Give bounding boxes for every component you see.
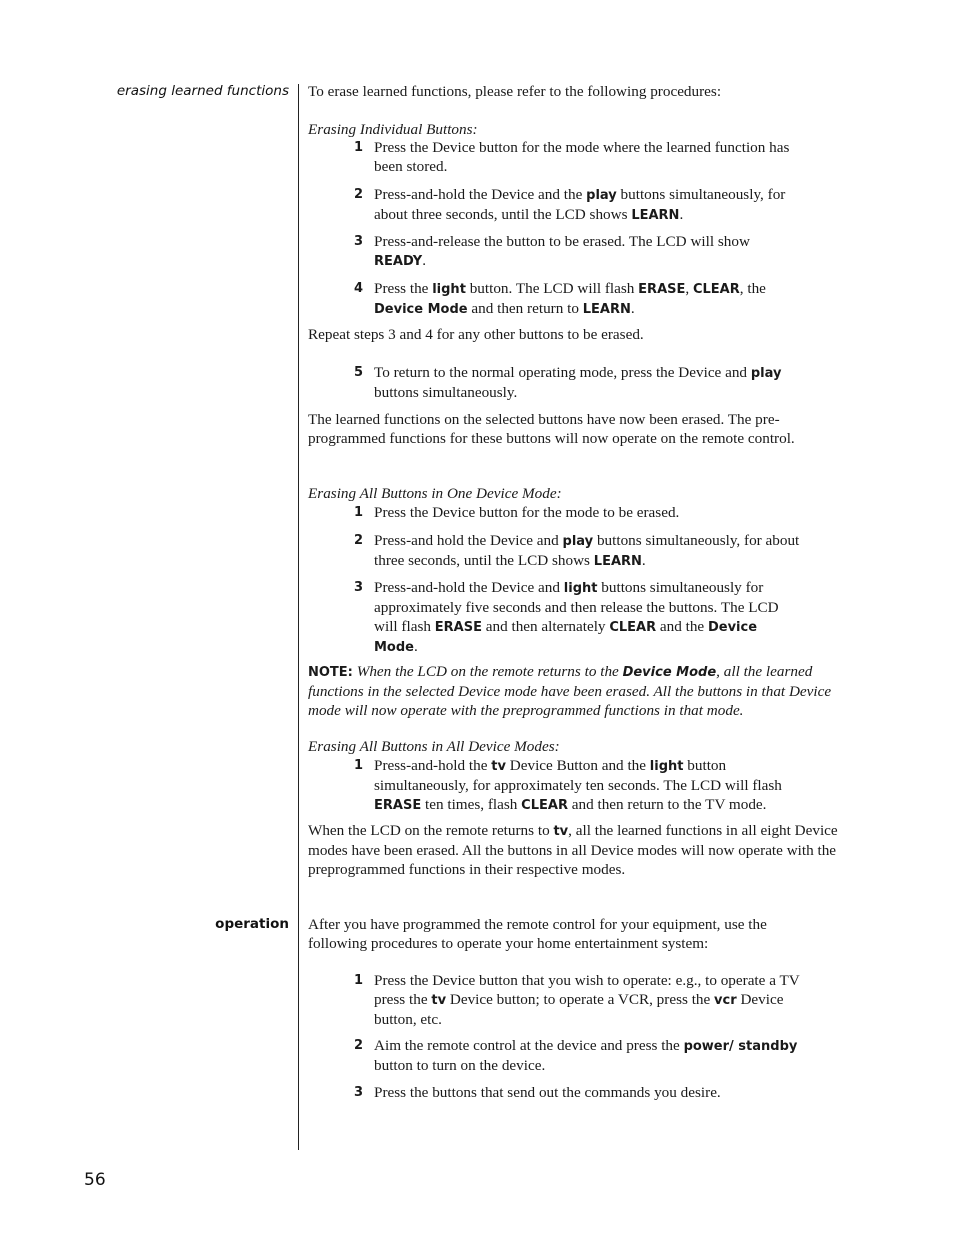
individual-step-2 <box>354 185 804 225</box>
button-name-light: light <box>563 581 598 596</box>
individual-after-paragraph: The learned functions on the selected buttons have now been erased. The pre-programmed functions for these buttons will now operate on the remote control. <box>308 411 795 447</box>
step-text: To return to the normal operating mode, press the Device and play buttons simultaneously. <box>374 364 782 401</box>
button-name-vcr: vcr <box>714 993 737 1008</box>
button-name-play: play <box>562 534 594 549</box>
step-text: Press the light button. The LCD will flash ERASE, CLEAR, the Device Mode and then return to LEARN. <box>374 280 766 317</box>
step-text: Press the Device button for the mode to be erased. <box>374 504 680 521</box>
step-number: 1 <box>354 140 364 155</box>
lcd-text-device-mode: Device Mode <box>374 302 468 317</box>
step-text: Press-and-release the button to be erased. The LCD will show READY. <box>374 233 750 269</box>
one-mode-step-3 <box>354 578 804 657</box>
step-text: Press the buttons that send out the commands you desire. <box>374 1084 721 1101</box>
operation-step-2 <box>354 1036 804 1075</box>
step-number: 3 <box>354 1085 364 1100</box>
individual-step-1 <box>354 138 804 176</box>
lcd-text-clear: CLEAR <box>521 798 568 813</box>
button-name-tv: tv <box>431 993 447 1008</box>
button-name-tv: tv <box>491 759 506 774</box>
step-text: Press-and hold the Device and play buttons simultaneously, for about three seconds, until the LCD shows LEARN. <box>374 532 800 569</box>
step-number: 1 <box>354 758 364 773</box>
lcd-text-erase: ERASE <box>434 620 482 635</box>
step-text: Press-and-hold the tv Device Button and the light button simultaneously, for approximately ten seconds. The LCD will flash ERASE ten times, flash CLEAR and then return to the TV mode. <box>374 757 782 813</box>
step-text: Press the Device button that you wish to operate: e.g., to operate a TV press the tv Device button; to operate a VCR, press the vcr Device button, etc. <box>374 972 800 1028</box>
lcd-text-learn: LEARN <box>582 302 631 317</box>
button-name-light: light <box>432 282 466 297</box>
individual-step-3 <box>354 232 804 271</box>
page-number: 56 <box>84 1170 106 1190</box>
step-number: 1 <box>354 505 364 520</box>
all-modes-heading: Erasing All Buttons in All Device Modes: <box>308 738 560 755</box>
lcd-text-clear: CLEAR <box>609 620 657 635</box>
individual-step-4 <box>354 279 804 319</box>
step-number: 3 <box>354 234 364 249</box>
step-text: Press the Device button for the mode where the learned function has been stored. <box>374 139 790 175</box>
operation-intro: After you have programmed the remote control for your equipment, use the following procedures to operate your home entertainment system: <box>308 916 767 952</box>
step-number: 2 <box>354 1038 364 1053</box>
button-name-power-standby: power/ standby <box>683 1039 798 1054</box>
step-text: Aim the remote control at the device and press the power/ standby button to turn on the device. <box>374 1037 798 1074</box>
erasing-intro: To erase learned functions, please refer to the following procedures: <box>308 83 722 100</box>
button-name-play: play <box>586 188 617 203</box>
individual-step-5 <box>354 363 804 402</box>
lcd-text-ready: READY <box>374 254 423 269</box>
step-number: 2 <box>354 533 364 548</box>
all-modes-step-1 <box>354 756 804 815</box>
lcd-text-device-mode: Device Mode <box>374 620 758 655</box>
one-mode-step-1 <box>354 503 804 522</box>
side-heading-erasing: erasing learned functions <box>116 83 289 99</box>
step-text: Press-and-hold the Device and light buttons simultaneously for approximately five seconds and then release the buttons. The LCD will flash ERASE and then alternately CLEAR and the Device Mode. <box>374 579 779 655</box>
button-name-play: play <box>750 366 782 381</box>
step-number: 2 <box>354 187 364 202</box>
lcd-text-erase: ERASE <box>638 282 686 297</box>
all-modes-after-paragraph: When the LCD on the remote returns to tv, all the learned functions in all eight Device modes have been erased. All the buttons in all Device modes will now operate with the preprogrammed functions in their respective modes. <box>308 822 838 878</box>
note-label: NOTE: <box>308 665 353 680</box>
step-number: 1 <box>354 973 364 988</box>
operation-step-1 <box>354 971 804 1029</box>
one-mode-heading: Erasing All Buttons in One Device Mode: <box>308 485 562 502</box>
operation-step-3 <box>354 1083 804 1102</box>
lcd-text-device-mode: Device Mode <box>622 665 717 680</box>
lcd-text-erase: ERASE <box>374 798 422 813</box>
repeat-paragraph: Repeat steps 3 and 4 for any other buttons to be erased. <box>308 326 644 343</box>
lcd-text-learn: LEARN <box>631 208 680 223</box>
lcd-text-learn: LEARN <box>593 554 642 569</box>
one-mode-step-2 <box>354 531 804 571</box>
lcd-text-clear: CLEAR <box>692 282 740 297</box>
step-number: 5 <box>354 365 364 380</box>
column-divider-rule <box>298 84 299 1150</box>
note-paragraph: NOTE: When the LCD on the remote returns to the Device Mode, all the learned functions in the selected Device mode have been erased. All the buttons in that Device mode will now operate with the preprogrammed functions in that mode. <box>308 663 832 719</box>
individual-heading: Erasing Individual Buttons: <box>308 121 478 138</box>
lcd-text-tv: tv <box>553 824 569 839</box>
step-text: Press-and-hold the Device and the play buttons simultaneously, for about three seconds, until the LCD shows LEARN. <box>374 186 786 223</box>
step-number: 3 <box>354 580 364 595</box>
step-number: 4 <box>354 281 364 296</box>
side-heading-operation: operation <box>215 916 289 932</box>
button-name-light: light <box>649 759 684 774</box>
